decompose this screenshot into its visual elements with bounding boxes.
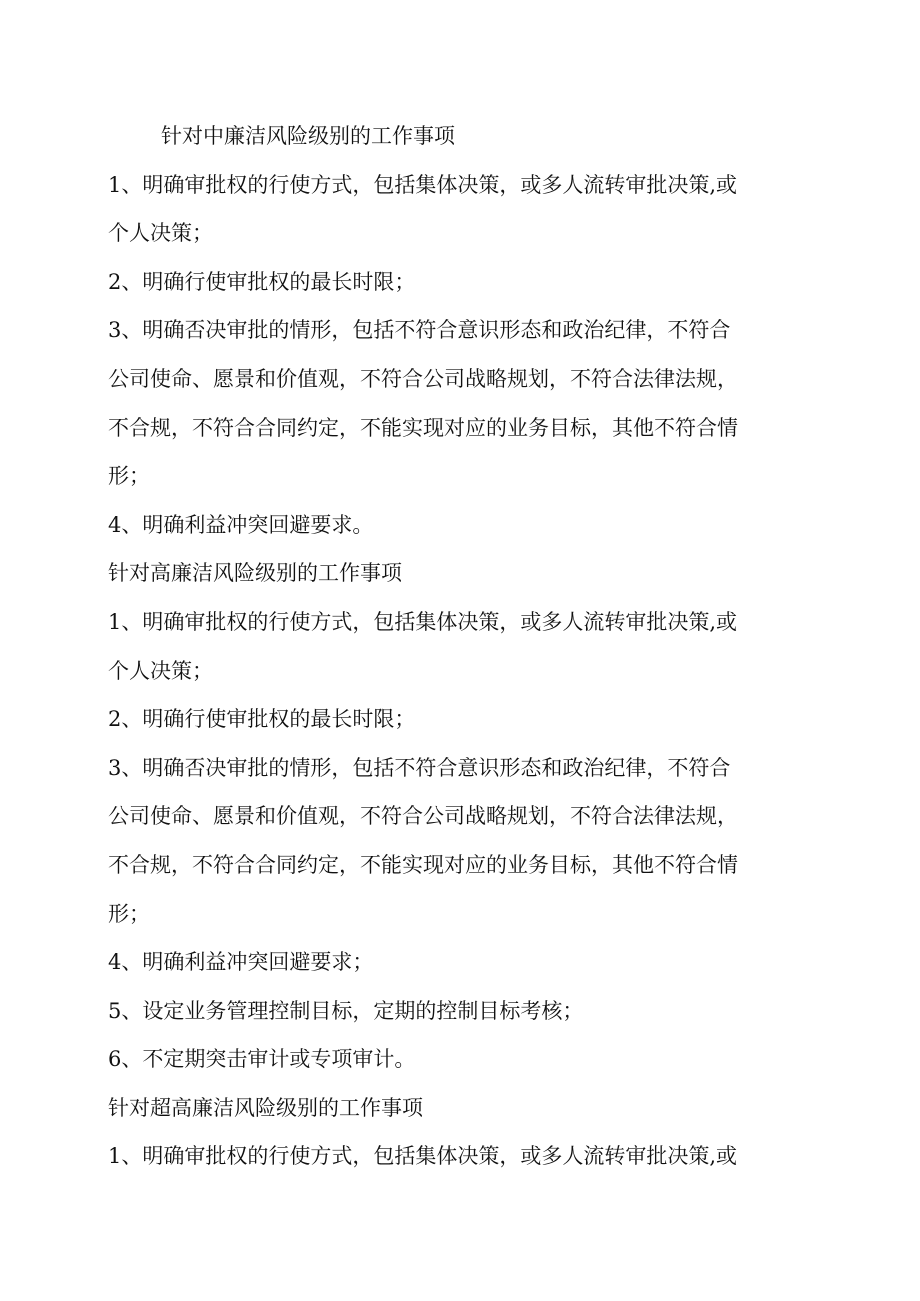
paragraph-line: 形； (108, 901, 150, 926)
paragraph-line: 公司使命、愿景和价值观，不符合公司战略规划，不符合法律法规， (108, 804, 738, 829)
paragraph-line: 不合规，不符合合同约定，不能实现对应的业务目标，其他不符合情 (108, 415, 738, 440)
paragraph-line: 公司使命、愿景和价值观，不符合公司战略规划，不符合法律法规， (108, 366, 738, 391)
paragraph-line: 1、明确审批权的行使方式，包括集体决策，或多人流转审批决策,或 (108, 172, 738, 197)
paragraph-line: 4、明确利益冲突回避要求； (108, 950, 374, 975)
document-body (108, 112, 808, 1181)
paragraph-line: 个人决策； (108, 658, 213, 683)
section-heading-very-high-risk: 针对超高廉洁风险级别的工作事项 (108, 1095, 423, 1120)
paragraph-line: 3、明确否决审批的情形，包括不符合意识形态和政治纪律，不符合 (108, 318, 731, 343)
section-heading-high-risk: 针对高廉洁风险级别的工作事项 (108, 561, 402, 586)
paragraph-line: 不合规，不符合合同约定，不能实现对应的业务目标，其他不符合情 (108, 852, 738, 877)
paragraph-line: 1、明确审批权的行使方式，包括集体决策，或多人流转审批决策,或 (108, 609, 738, 634)
paragraph-line: 6、不定期突击审计或专项审计。 (108, 1047, 416, 1072)
paragraph-line: 4、明确利益冲突回避要求。 (108, 512, 374, 537)
paragraph-line: 2、明确行使审批权的最长时限； (108, 707, 416, 732)
paragraph-line: 个人决策； (108, 221, 213, 246)
paragraph-line: 形； (108, 464, 150, 489)
paragraph-line: 3、明确否决审批的情形，包括不符合意识形态和政治纪律，不符合 (108, 755, 731, 780)
paragraph-line: 1、明确审批权的行使方式，包括集体决策，或多人流转审批决策,或 (108, 1144, 738, 1169)
paragraph-line: 2、明确行使审批权的最长时限； (108, 269, 416, 294)
section-heading-medium-risk: 针对中廉洁风险级别的工作事项 (161, 124, 455, 148)
paragraph-line: 5、设定业务管理控制目标，定期的控制目标考核； (108, 998, 584, 1023)
